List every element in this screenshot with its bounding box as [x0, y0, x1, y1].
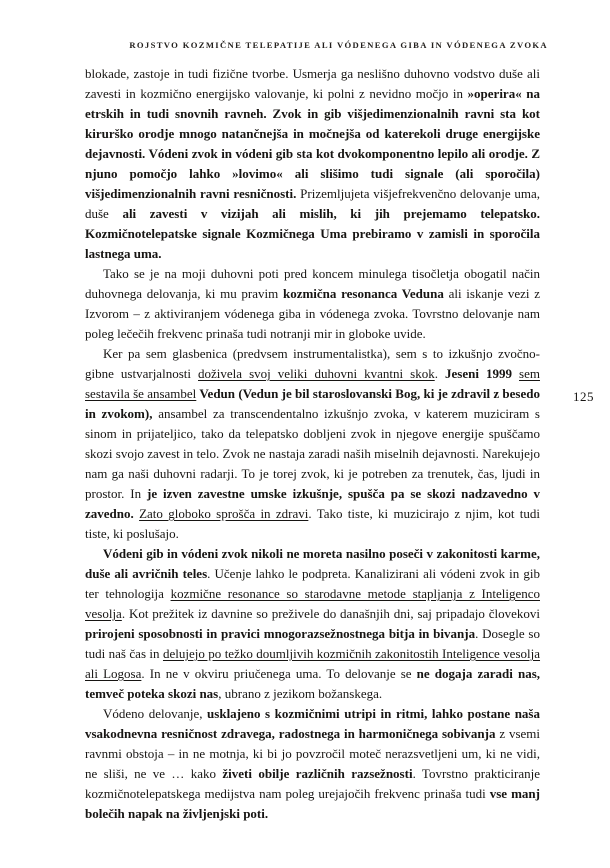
text-run: »operira« na etrskih in tudi snovnih ravneh. Zvok in gib višjedimenzionalnih ravni sta kot kirurško orodje mnogo natančnejša in močnejša od katerekoli druge energijske dejavnosti. Vódeni zvok in vódeni gib sta kot dvokomponentno lepilo ali orodje. Z njuno pomočjo lahko »lovimo« ali slišimo tudi signale (ali sporočila) višjedimenzionalnih ravni resničnosti. — [85, 86, 540, 201]
text-run: ali zavesti v vizijah ali mislih, ki jih prejemamo telepatsko. Kozmičnotelepatske signale Kozmičnega Uma prebiramo v zamisli in sporočila lastnega uma. — [85, 206, 540, 261]
page-number: 125 — [573, 389, 594, 404]
text-run: Zato globoko sprošča in zdravi — [139, 506, 309, 521]
text-run: kozmična resonanca Veduna — [282, 286, 444, 301]
text-run: prirojeni sposobnosti in pravici mnogorazsežnostnega bitja in bivanja — [85, 626, 476, 641]
text-run: Vedun (Vedun je bil staroslovanski Bog, ki je zdravil z besedo in zvokom), — [85, 386, 540, 421]
text-run: Ker pa sem glasbenica (predvsem instrumentalistka), sem s to izkušnjo zvočno-gibne ustvarjalnosti — [85, 346, 540, 381]
text-run: blokade, zastoje in tudi fizične tvorbe. Usmerja ga neslišno duhovno vodstvo duše ali zavesti in kozmično energijsko valovanje, ki polni z nevidno močjo in — [85, 66, 540, 101]
text-run: . Tovrstno prakticiranje kozmičnotelepatskega medijstva nam poleg urejajočih frekvenc prinaša tudi — [85, 766, 540, 801]
text-run: . Kot prežitek iz davnine so preživele do današnjih dni, saj pripadajo človekovi — [121, 606, 540, 621]
text-run: usklajeno s kozmičnimi utripi in ritmi, lahko postane naša vsakodnevna resničnost zdravega, radostnega in harmoničnega sobivanja — [85, 706, 540, 741]
text-run: delujejo po težko doumljivih kozmičnih zakonitostih Inteligence vesolja ali Logosa — [85, 646, 541, 681]
text-run: Prizemljujeta višjefrekvenčno delovanje uma, duše — [85, 186, 540, 221]
paragraph — [85, 344, 540, 544]
text-run: kozmične resonance so starodavne metode stapljanja z Inteligenco vesolja — [85, 586, 540, 621]
text-run: sem sestavila še ansambel — [85, 366, 540, 401]
text-run: . In ne v okviru priučenega uma. To delovanje se — [141, 666, 417, 681]
text-run: Vódeno delovanje, — [103, 706, 208, 721]
text-run: . Dosegle so tudi naš čas in — [85, 626, 540, 661]
text-run: , ubrano z jezikom božanskega. — [218, 686, 383, 701]
text-run: ali iskanje vezi z Izvorom – z aktiviranjem vódenega giba in vódenega zvoka. Tovrstno delovanje nam poleg lečečih frekvenc prinaša tudi notranji mir in globoke uvide. — [85, 286, 540, 341]
paragraph — [85, 264, 540, 344]
text-run: Jeseni 1999 — [445, 366, 520, 381]
paragraph — [85, 704, 540, 824]
text-run: ansambel za transcendentalno izkušnjo zvoka, v katerem muziciram s sinom in prijateljico, tako da telepatsko dobljeni zvok in njegove energije spuščamo skozi svojo zavest in telo. Zvok ne nastaja zaradi naših miselnih dejavnosti. Narekujejo nam ga naši duhovni radarji. To je torej zvok, ki je potreben za trenutek, čas, ljudi in prostor. In — [85, 406, 540, 501]
paragraph — [85, 544, 540, 704]
body-text — [85, 64, 540, 824]
paragraph — [85, 64, 540, 264]
text-run: doživela svoj veliki duhovni kvantni skok — [198, 366, 435, 381]
text-run: je izven zavestne umske izkušnje, spušča pa se skozi nadzavedno v zavedno. — [85, 486, 540, 521]
text-run: Vódeni gib in vódeni zvok nikoli ne moreta nasilno poseči v zakonitosti karme, duše ali avričnih teles — [85, 546, 540, 581]
text-run: z vsemi ravnmi obstoja – in ne motnja, ki bi jo povzročil moteč nerazsvetljeni um, ki ne vidi, ne sliši, ne ve … kako — [85, 726, 540, 781]
text-run: živeti obilje različnih razsežnosti — [222, 766, 413, 781]
text-run: . Učenje lahko le podpreta. Kanalizirani ali vódeni zvok in gib ter tehnologija — [85, 566, 540, 601]
text-run: vse manj bolečih napak na življenjski poti. — [85, 786, 540, 821]
text-run: . Tako tiste, ki muzicirajo z njim, kot tudi tiste, ki poslušajo. — [85, 506, 541, 541]
text-run: Tako se je na moji duhovni poti pred koncem minulega tisočletja obogatil način duhovnega delovanja, ki mu pravim — [85, 266, 540, 301]
text-run: ne dogaja zaradi nas, temveč poteka skozi nas — [85, 666, 541, 701]
text-run: . — [434, 366, 445, 381]
running-header: ROJSTVO KOZMIČNE TELEPATIJE ALI VÓDENEGA GIBA IN VÓDENEGA ZVOKA — [129, 40, 548, 50]
